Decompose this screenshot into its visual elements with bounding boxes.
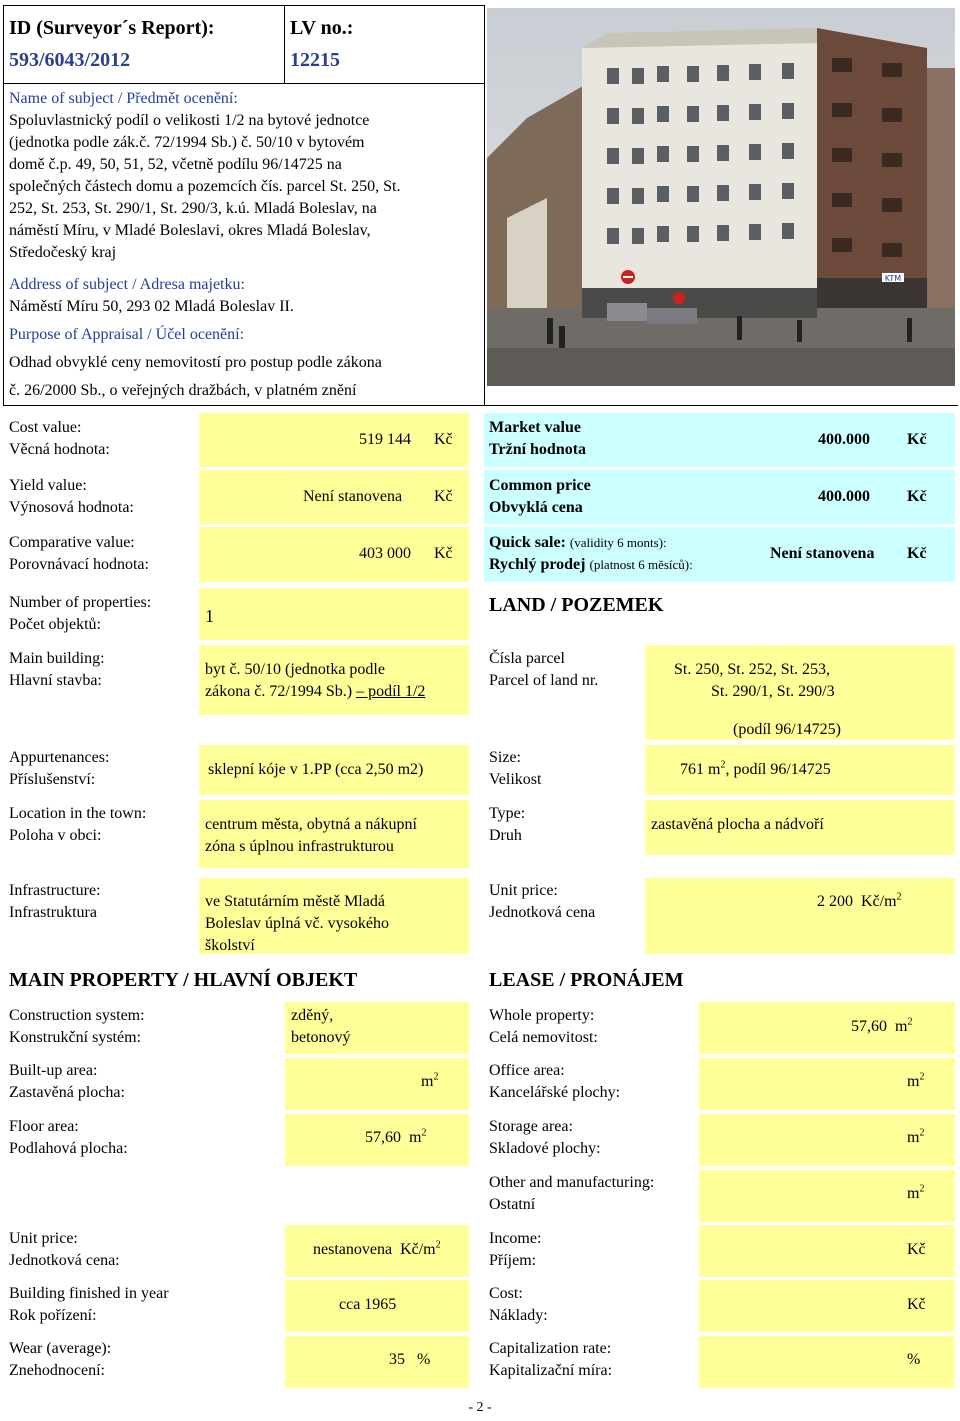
wear-label-cz: Znehodnocení: bbox=[9, 1362, 105, 1379]
address-value: Náměstí Míru 50, 293 02 Mladá Boleslav II. bbox=[9, 298, 294, 315]
lease-title: LEASE / PRONÁJEM bbox=[489, 969, 684, 991]
market-value-amount: 400.000 bbox=[818, 431, 870, 448]
size-value bbox=[680, 759, 831, 781]
floor-area-value bbox=[365, 1127, 426, 1149]
year-label-cz: Rok pořízení: bbox=[9, 1307, 97, 1324]
built-up-unit-m: m bbox=[421, 1073, 434, 1090]
type-label-cz: Druh bbox=[489, 827, 522, 844]
storage-unit-sup: 2 bbox=[919, 1127, 925, 1139]
location-value: centrum města, obytná a nákupní bbox=[205, 816, 417, 833]
parcel-value: St. 290/1, St. 290/3 bbox=[711, 683, 835, 700]
floor-area-unit: m bbox=[409, 1129, 422, 1146]
numprop-value: 1 bbox=[205, 606, 214, 626]
built-up-box bbox=[285, 1058, 469, 1110]
construction-label-cz: Konstrukční systém: bbox=[9, 1029, 141, 1046]
floor-area-sup: 2 bbox=[421, 1127, 427, 1139]
border-mid bbox=[284, 5, 285, 83]
comparative-value-box bbox=[199, 527, 469, 582]
built-up-unit-sup: 2 bbox=[433, 1071, 439, 1083]
main-property-title: MAIN PROPERTY / HLAVNÍ OBJEKT bbox=[9, 969, 358, 991]
office-unit-m: m bbox=[907, 1073, 920, 1090]
parcel-value: St. 250, St. 252, St. 253, bbox=[674, 661, 831, 678]
quick-sale-label bbox=[489, 532, 667, 554]
lv-value: 12215 bbox=[290, 49, 340, 71]
quick-sale-note-cz: (platnost 6 měsíců): bbox=[589, 557, 693, 572]
border-top-bottom bbox=[3, 405, 958, 406]
whole-property-label: Whole property: bbox=[489, 1007, 595, 1024]
quick-sale-unit: Kč bbox=[907, 545, 927, 562]
cost-unit: Kč bbox=[907, 1296, 926, 1313]
parcel-label: Parcel of land nr. bbox=[489, 672, 599, 689]
wear-amount: 35 bbox=[389, 1351, 405, 1368]
border-top bbox=[3, 5, 485, 6]
income-label-cz: Příjem: bbox=[489, 1252, 537, 1269]
size-value-area: 761 m bbox=[680, 761, 721, 778]
unit-price-unit: Kč/m bbox=[861, 893, 897, 910]
office-unit-sup: 2 bbox=[919, 1071, 925, 1083]
unit-price-box bbox=[645, 878, 955, 954]
shop-sign-text: KTM bbox=[884, 274, 902, 283]
year-value: cca 1965 bbox=[339, 1296, 397, 1313]
cap-rate-unit: % bbox=[907, 1351, 921, 1368]
unit-price-amount: 2 200 bbox=[817, 893, 853, 910]
infrastructure-label-cz: Infrastruktura bbox=[9, 904, 97, 921]
yield-value-label: Yield value: bbox=[9, 477, 87, 494]
unit-price-main-amount: nestanovena bbox=[313, 1241, 393, 1258]
building-photo bbox=[487, 8, 955, 386]
quick-sale-amount: Není stanovena bbox=[770, 545, 875, 562]
location-label-cz: Poloha v obci: bbox=[9, 827, 102, 844]
unit-price-main-sup: 2 bbox=[435, 1239, 441, 1251]
main-building-label: Main building: bbox=[9, 650, 105, 667]
id-value: 593/6043/2012 bbox=[9, 49, 131, 71]
type-value: zastavěná plocha a nádvoří bbox=[651, 816, 824, 833]
subject-name-line: náměstí Míru, v Mladé Boleslavi, okres Mladá Boleslav, bbox=[9, 222, 371, 239]
unit-price-sup: 2 bbox=[896, 891, 902, 903]
office-unit bbox=[907, 1071, 924, 1093]
cost-value-label: Cost value: bbox=[9, 419, 82, 436]
quick-sale-label-en: Quick sale: bbox=[489, 534, 566, 551]
whole-property-box bbox=[699, 1002, 955, 1054]
size-value-sup: 2 bbox=[720, 759, 726, 771]
main-building-value-share: – podíl 1/2 bbox=[356, 683, 426, 700]
whole-property-sup: 2 bbox=[907, 1016, 913, 1028]
common-price-label: Common price bbox=[489, 477, 591, 494]
quick-sale-label-cz-text: Rychlý prodej bbox=[489, 556, 586, 573]
cost-value-box bbox=[199, 413, 469, 467]
construction-label: Construction system: bbox=[9, 1007, 145, 1024]
border-header-bottom bbox=[3, 83, 485, 84]
purpose-value: č. 26/2000 Sb., o veřejných dražbách, v platném znění bbox=[9, 382, 357, 399]
other-label: Other and manufacturing: bbox=[489, 1174, 655, 1191]
whole-property-value bbox=[851, 1016, 912, 1038]
storage-label: Storage area: bbox=[489, 1118, 573, 1135]
common-price-amount: 400.000 bbox=[818, 488, 870, 505]
location-value: zóna s úplnou infrastrukturou bbox=[205, 838, 394, 855]
floor-area-amount: 57,60 bbox=[365, 1129, 401, 1146]
market-value-unit: Kč bbox=[907, 431, 927, 448]
infrastructure-value: školství bbox=[205, 937, 255, 954]
size-label-cz: Velikost bbox=[489, 771, 542, 788]
border-left bbox=[3, 5, 4, 405]
cost-value-unit: Kč bbox=[434, 431, 453, 448]
whole-property-label-cz: Celá nemovitost: bbox=[489, 1029, 598, 1046]
main-building-value-law: zákona č. 72/1994 Sb.) bbox=[205, 683, 353, 700]
yield-value-unit: Kč bbox=[434, 488, 453, 505]
year-label: Building finished in year bbox=[9, 1285, 169, 1302]
border-photo-left bbox=[484, 5, 485, 405]
comparative-value-label: Comparative value: bbox=[9, 534, 135, 551]
unit-price-main-unit: Kč/m bbox=[400, 1241, 436, 1258]
subject-name-line: domě č.p. 49, 50, 51, 52, včetně podílu 96/14725 na bbox=[9, 156, 342, 173]
construction-value: betonový bbox=[291, 1029, 351, 1046]
built-up-unit bbox=[421, 1071, 438, 1093]
parcel-label-cz: Čísla parcel bbox=[489, 650, 565, 667]
lv-label: LV no.: bbox=[290, 17, 354, 39]
storage-unit-m: m bbox=[907, 1129, 920, 1146]
unit-price-value bbox=[817, 891, 902, 913]
unit-price-label: Unit price: bbox=[489, 882, 558, 899]
construction-value: zděný, bbox=[291, 1007, 334, 1024]
common-price-unit: Kč bbox=[907, 488, 927, 505]
purpose-label: Purpose of Appraisal / Účel ocenění: bbox=[9, 326, 245, 343]
parcel-share: (podíl 96/14725) bbox=[733, 721, 841, 738]
wear-unit: % bbox=[417, 1351, 431, 1368]
main-building-value: byt č. 50/10 (jednotka podle bbox=[205, 661, 385, 678]
quick-sale-label-cz bbox=[489, 554, 693, 576]
subject-name-line: společných částech domu a pozemcích čís. parcel St. 250, St. bbox=[9, 178, 401, 195]
address-label: Address of subject / Adresa majetku: bbox=[9, 276, 245, 293]
main-building-value bbox=[205, 681, 425, 703]
subject-name-line: 252, St. 253, St. 290/1, St. 290/3, k.ú. Mladá Boleslav, na bbox=[9, 200, 377, 217]
cap-rate-label: Capitalization rate: bbox=[489, 1340, 612, 1357]
yield-value-label-cz: Výnosová hodnota: bbox=[9, 499, 134, 516]
built-up-label-cz: Zastavěná plocha: bbox=[9, 1084, 125, 1101]
cost-value-label-cz: Věcná hodnota: bbox=[9, 441, 110, 458]
numprop-label-cz: Počet objektů: bbox=[9, 616, 101, 633]
office-label: Office area: bbox=[489, 1062, 565, 1079]
infrastructure-value: ve Statutárním městě Mladá bbox=[205, 893, 385, 910]
comparative-value-unit: Kč bbox=[434, 545, 453, 562]
subject-name-line: Středočeský kraj bbox=[9, 244, 117, 261]
income-label: Income: bbox=[489, 1230, 542, 1247]
main-building-label-cz: Hlavní stavba: bbox=[9, 672, 102, 689]
appurtenances-label: Appurtenances: bbox=[9, 749, 110, 766]
unit-price-main-value bbox=[313, 1239, 441, 1261]
numprop-label: Number of properties: bbox=[9, 594, 152, 611]
cost-label: Cost: bbox=[489, 1285, 523, 1302]
whole-property-amount: 57,60 bbox=[851, 1018, 887, 1035]
whole-property-unit: m bbox=[895, 1018, 908, 1035]
purpose-value: Odhad obvyklé ceny nemovitostí pro postup podle zákona bbox=[9, 354, 382, 371]
infrastructure-value: Boleslav úplná vč. vysokého bbox=[205, 915, 389, 932]
wear-box bbox=[285, 1336, 469, 1388]
office-label-cz: Kancelářské plochy: bbox=[489, 1084, 621, 1101]
cap-rate-label-cz: Kapitalizační míra: bbox=[489, 1362, 613, 1379]
subject-name-label: Name of subject / Předmět ocenění: bbox=[9, 90, 238, 107]
size-label: Size: bbox=[489, 749, 521, 766]
unit-price-label-cz: Jednotková cena bbox=[489, 904, 596, 921]
infrastructure-label: Infrastructure: bbox=[9, 882, 101, 899]
location-label: Location in the town: bbox=[9, 805, 147, 822]
land-title: LAND / POZEMEK bbox=[489, 594, 664, 616]
other-unit-m: m bbox=[907, 1185, 920, 1202]
unit-price-main-label-cz: Jednotková cena: bbox=[9, 1252, 120, 1269]
subject-name-line: (jednotka podle zák.č. 72/1994 Sb.) č. 50/10 v bytovém bbox=[9, 134, 365, 151]
common-price-label-cz: Obvyklá cena bbox=[489, 499, 583, 516]
other-label-cz: Ostatní bbox=[489, 1196, 536, 1213]
yield-value-amount: Není stanovena bbox=[303, 488, 403, 505]
comparative-value-amount: 403 000 bbox=[359, 545, 411, 562]
size-value-share: , podíl 96/14725 bbox=[725, 761, 831, 778]
wear-label: Wear (average): bbox=[9, 1340, 112, 1357]
storage-unit bbox=[907, 1127, 924, 1149]
id-label: ID (Surveyor´s Report): bbox=[9, 17, 215, 39]
market-value-label-cz: Tržní hodnota bbox=[489, 441, 587, 458]
cost-value-amount: 519 144 bbox=[359, 431, 411, 448]
numprop-box bbox=[199, 588, 469, 640]
wear-value bbox=[389, 1349, 430, 1371]
built-up-label: Built-up area: bbox=[9, 1062, 98, 1079]
unit-price-main-label: Unit price: bbox=[9, 1230, 78, 1247]
market-value-label: Market value bbox=[489, 419, 581, 436]
type-label: Type: bbox=[489, 805, 526, 822]
other-unit-sup: 2 bbox=[919, 1183, 925, 1195]
floor-area-label: Floor area: bbox=[9, 1118, 79, 1135]
floor-area-label-cz: Podlahová plocha: bbox=[9, 1140, 128, 1157]
subject-name-line: Spoluvlastnický podíl o velikosti 1/2 na bytové jednotce bbox=[9, 112, 370, 129]
appurtenances-label-cz: Příslušenství: bbox=[9, 771, 96, 788]
cost-label-cz: Náklady: bbox=[489, 1307, 548, 1324]
page-number: - 2 - bbox=[468, 1400, 492, 1415]
income-unit: Kč bbox=[907, 1241, 926, 1258]
storage-label-cz: Skladové plochy: bbox=[489, 1140, 601, 1157]
comparative-value-label-cz: Porovnávací hodnota: bbox=[9, 556, 149, 573]
appurtenances-value: sklepní kóje v 1.PP (cca 2,50 m2) bbox=[208, 761, 424, 778]
quick-sale-note-en: (validity 6 monts): bbox=[569, 535, 667, 550]
other-unit bbox=[907, 1183, 924, 1205]
